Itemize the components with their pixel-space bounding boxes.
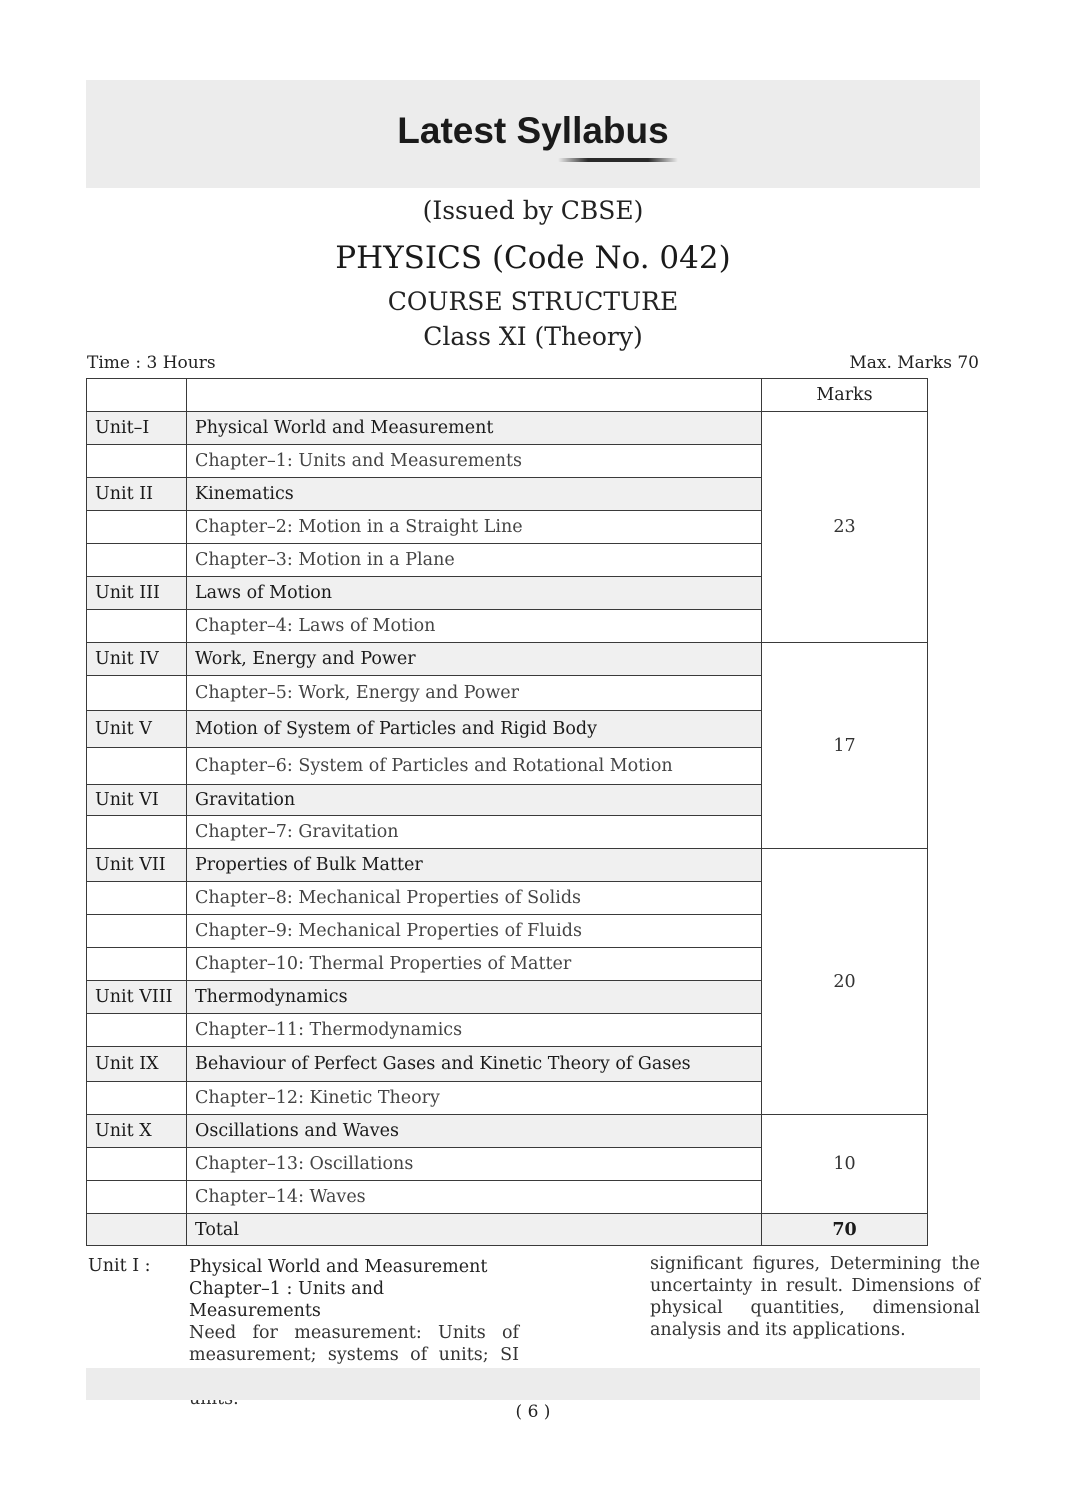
unit-cell (87, 544, 187, 577)
title-banner (86, 80, 980, 188)
unit-cell: Unit VI (87, 785, 187, 816)
detail-unit-title: Physical World and Measurement (189, 1257, 488, 1277)
chapter-cell: Chapter–9: Mechanical Properties of Fluids (187, 915, 762, 948)
unit-cell (87, 915, 187, 948)
table-row (87, 412, 928, 445)
total-label: Total (187, 1214, 762, 1246)
unit-cell (87, 610, 187, 643)
title-underline (558, 158, 678, 162)
chapter-cell: Chapter–1: Units and Measurements (187, 445, 762, 478)
course-structure-heading: COURSE STRUCTURE (387, 287, 679, 316)
chapter-cell: Chapter–13: Oscillations (187, 1148, 762, 1181)
header-empty-cell (187, 379, 762, 412)
chapter-cell: Chapter–4: Laws of Motion (187, 610, 762, 643)
unit-cell (87, 882, 187, 915)
unit-cell (87, 1014, 187, 1047)
unit-cell: Unit IX (87, 1047, 187, 1082)
unit-cell (87, 1082, 187, 1115)
marks-cell: 10 (762, 1115, 928, 1214)
unit-cell: Unit II (87, 478, 187, 511)
chapter-cell: Chapter–6: System of Particles and Rotational Motion (187, 748, 762, 785)
table-header-row (87, 379, 928, 412)
syllabus-table (86, 378, 928, 1246)
chapter-cell: Chapter–3: Motion in a Plane (187, 544, 762, 577)
unit-cell (87, 1181, 187, 1214)
banner-title: Latest Syllabus (397, 110, 669, 151)
page-number: ( 6 ) (515, 1402, 551, 1422)
chapter-cell: Chapter–2: Motion in a Straight Line (187, 511, 762, 544)
detail-chapter-title: Chapter–1 : Units and Measurements (189, 1279, 385, 1321)
unit-cell: Unit VII (87, 849, 187, 882)
unit-cell: Unit V (87, 711, 187, 748)
unit-cell: Unit X (87, 1115, 187, 1148)
unit-cell: Unit III (87, 577, 187, 610)
chapter-cell: Chapter–12: Kinetic Theory (187, 1082, 762, 1115)
marks-cell: 17 (762, 643, 928, 849)
chapter-cell: Chapter–10: Thermal Properties of Matter (187, 948, 762, 981)
unit-title-cell: Properties of Bulk Matter (187, 849, 762, 882)
unit-cell: Unit IV (87, 643, 187, 676)
unit-cell (87, 445, 187, 478)
unit-cell (87, 1148, 187, 1181)
unit-title-cell: Behaviour of Perfect Gases and Kinetic Theory of Gases (187, 1047, 762, 1082)
unit-cell (87, 948, 187, 981)
table-row (87, 1115, 928, 1148)
unit-title-cell: Thermodynamics (187, 981, 762, 1014)
chapter-cell: Chapter–5: Work, Energy and Power (187, 676, 762, 711)
unit-cell (87, 748, 187, 785)
detail-continued-text: significant figures, Determining the uncertainty in result. Dimensions of physical quantities, dimensional analysis and its applications. (650, 1254, 980, 1340)
table-row (87, 643, 928, 676)
issued-by: (Issued by CBSE) (422, 196, 644, 225)
chapter-cell: Chapter–7: Gravitation (187, 816, 762, 849)
total-empty-cell (87, 1214, 187, 1246)
marks-cell: 23 (762, 412, 928, 643)
marks-header: Marks (762, 379, 928, 412)
subject-title: PHYSICS (Code No. 042) (335, 240, 731, 276)
table-row (87, 849, 928, 882)
unit-cell (87, 816, 187, 849)
total-marks: 70 (762, 1214, 928, 1246)
detail-body-text: Need for measurement: Units of measurement; systems of units; SI (189, 1323, 519, 1365)
chapter-cell: Chapter–11: Thermodynamics (187, 1014, 762, 1047)
unit-title-cell: Gravitation (187, 785, 762, 816)
time-label: Time : 3 Hours (87, 353, 216, 373)
unit-title-cell: Oscillations and Waves (187, 1115, 762, 1148)
footer-band (86, 1368, 980, 1400)
max-marks-label: Max. Marks 70 (849, 353, 979, 373)
table-total-row (87, 1214, 928, 1246)
class-heading: Class XI (Theory) (423, 322, 643, 351)
unit-title-cell: Laws of Motion (187, 577, 762, 610)
chapter-cell: Chapter–8: Mechanical Properties of Solids (187, 882, 762, 915)
unit-title-cell: Work, Energy and Power (187, 643, 762, 676)
unit-cell: Unit–I (87, 412, 187, 445)
unit-title-cell: Physical World and Measurement (187, 412, 762, 445)
header-empty-cell (87, 379, 187, 412)
chapter-cell: Chapter–14: Waves (187, 1181, 762, 1214)
unit-title-cell: Kinematics (187, 478, 762, 511)
detail-unit-label: Unit I : (88, 1256, 151, 1276)
unit-cell (87, 676, 187, 711)
unit-title-cell: Motion of System of Particles and Rigid Body (187, 711, 762, 748)
unit-cell: Unit VIII (87, 981, 187, 1014)
unit-cell (87, 511, 187, 544)
marks-cell: 20 (762, 849, 928, 1115)
